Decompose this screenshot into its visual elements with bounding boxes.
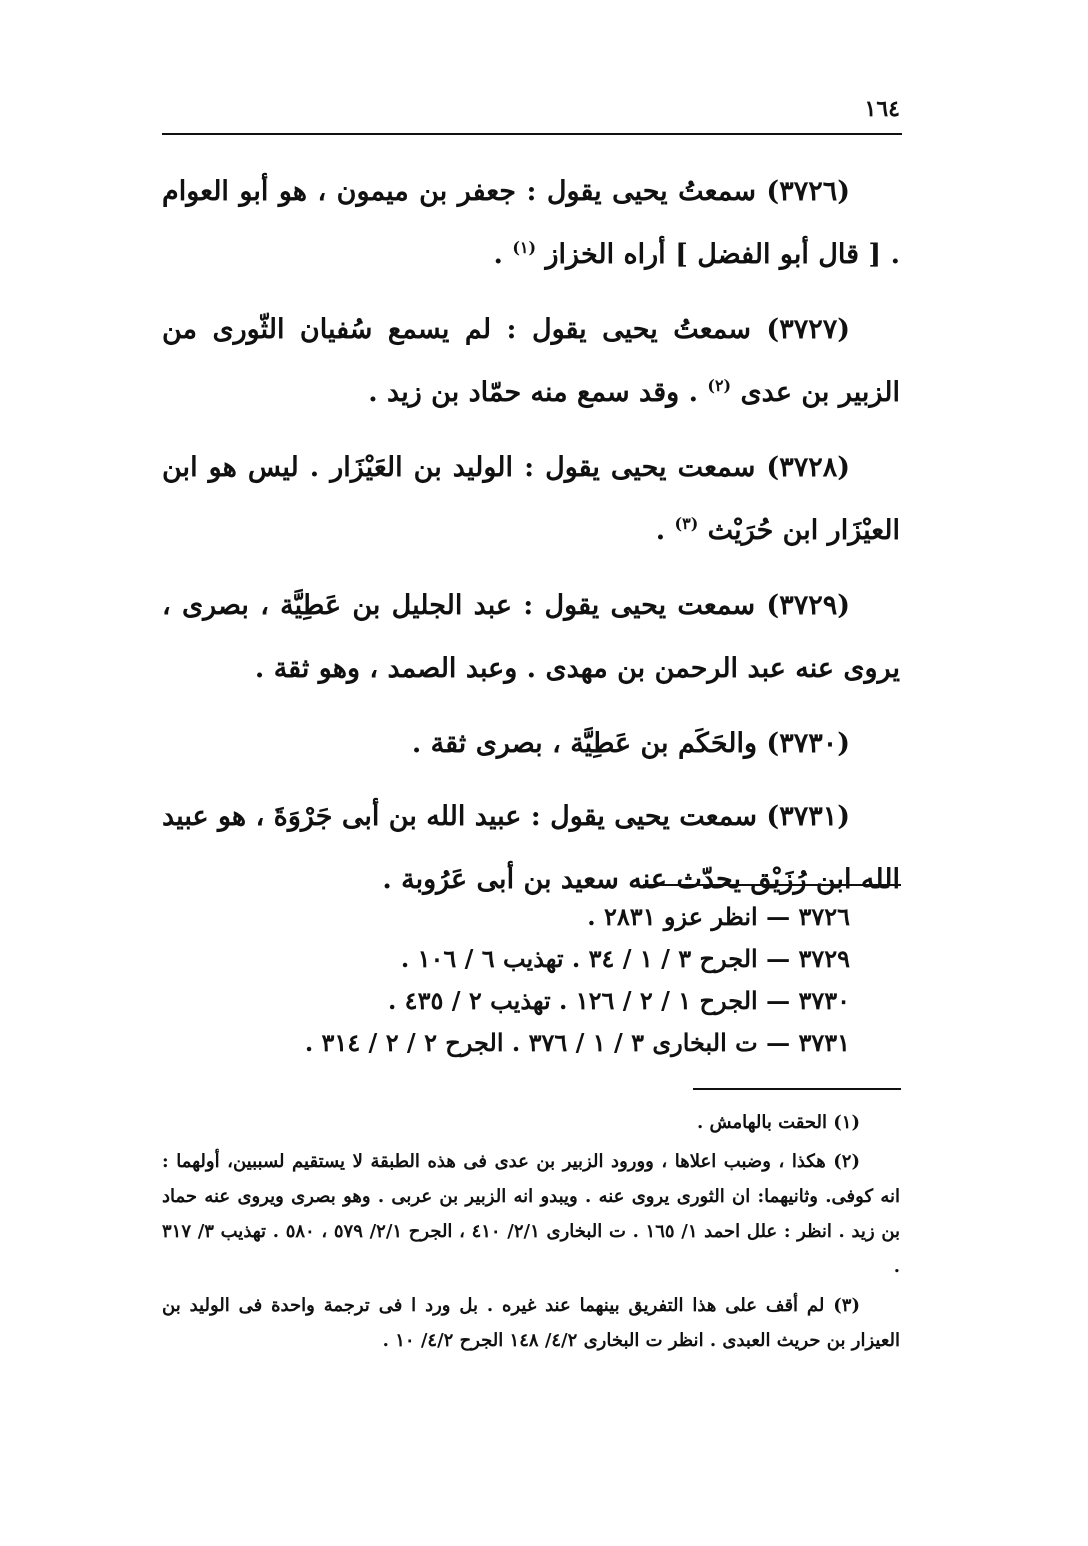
footnote-marker: (٣) <box>674 514 699 533</box>
entries-section <box>162 160 900 923</box>
source-line: ٣٧٣٠ — الجرح ١ / ٢ / ١٢٦ . تهذيب ٢ / ٤٣٥ . <box>387 986 850 1015</box>
footnote-marker: (١) <box>512 238 537 257</box>
footnotes-section <box>162 1105 900 1362</box>
page-number: ١٦٤ <box>864 96 900 122</box>
source-line: ٣٧٣١ — ت البخارى ٣ / ١ / ٣٧٦ . الجرح ٢ / ٢ / ٣١٤ . <box>304 1028 850 1057</box>
entry-text: (٣٧٢٧) سمعتُ يحيى يقول : لم يسمع سُفيان الثّورى من الزبير بن عدى <box>162 314 900 408</box>
entry-3731 <box>162 785 900 911</box>
entry-3730 <box>162 712 900 775</box>
entry-3728 <box>162 436 900 562</box>
sources-section <box>162 896 850 1064</box>
entry-text: (٣٧٣٠) والحَكَم بن عَطِيَّة ، بصرى ثقة . <box>411 728 850 759</box>
footnotes-rule <box>693 1088 901 1090</box>
footnote-3: (٣) لم أقف على هذا التفريق بينهما عند غيره . بل ورد ا فى ترجمة واحدة فى الوليد بن العيزار بن حريث العبدى . انظر ت البخارى ٤/٢/ ١٤٨ الجرح ٤/٢/ ١٠ . <box>162 1295 900 1351</box>
entry-tail: . وقد سمع منه حمّاد بن زيد . <box>368 377 708 408</box>
source-line: ٣٧٢٦ — انظر عزو ٢٨٣١ . <box>587 902 850 931</box>
header-rule <box>162 133 902 135</box>
footnote-marker: (٢) <box>707 376 732 395</box>
entry-text: (٣٧٢٨) سمعت يحيى يقول : الوليد بن العَيْزَار . ليس هو ابن العيْزَار ابن حُرَيْث <box>162 452 900 546</box>
entry-text: (٣٧٢٩) سمعت يحيى يقول : عبد الجليل بن عَطِيَّة ، بصرى ، يروى عنه عبد الرحمن بن مهدى . وعبد الصمد ، وهو ثقة . <box>162 590 900 684</box>
entry-text: (٣٧٣١) سمعت يحيى يقول : عبيد الله بن أبى جَرْوَةَ ، هو عبيد الله ابن رُزَيْق يحدّث عنه سعيد بن أبى عَرُوبة . <box>162 801 900 895</box>
sources-rule <box>643 884 901 886</box>
entry-3729 <box>162 574 900 700</box>
entry-text: (٣٧٢٦) سمعتُ يحيى يقول : جعفر بن ميمون ، هو أبو العوام . [ قال أبو الفضل ] أراه الخزاز <box>162 176 900 270</box>
entry-3726 <box>162 160 900 286</box>
entry-tail: . <box>655 515 675 546</box>
footnote-1: (١) الحقت بالهامش . <box>696 1112 860 1133</box>
entry-tail: . <box>493 239 513 270</box>
footnote-2: (٢) هكذا ، وضبب اعلاها ، وورود الزبير بن عدى فى هذه الطبقة لا يستقيم لسببين، أولهما : انه كوفى. وثانيهما: ان الثورى يروى عنه . ويبدو انه الزبير بن عربى . وهو بصرى ويروى عنه حماد بن زيد . انظر : علل احمد ١/ ١٦٥ . ت البخارى ٢/١/ ٤١٠ ، الجرح ٢/١/ ٥٧٩ ، ٥٨٠ . تهذيب ٣/ ٣١٧ . <box>162 1151 901 1277</box>
source-line: ٣٧٢٩ — الجرح ٣ / ١ / ٣٤ . تهذيب ٦ / ١٠٦ . <box>400 944 850 973</box>
entry-3727 <box>162 298 900 424</box>
